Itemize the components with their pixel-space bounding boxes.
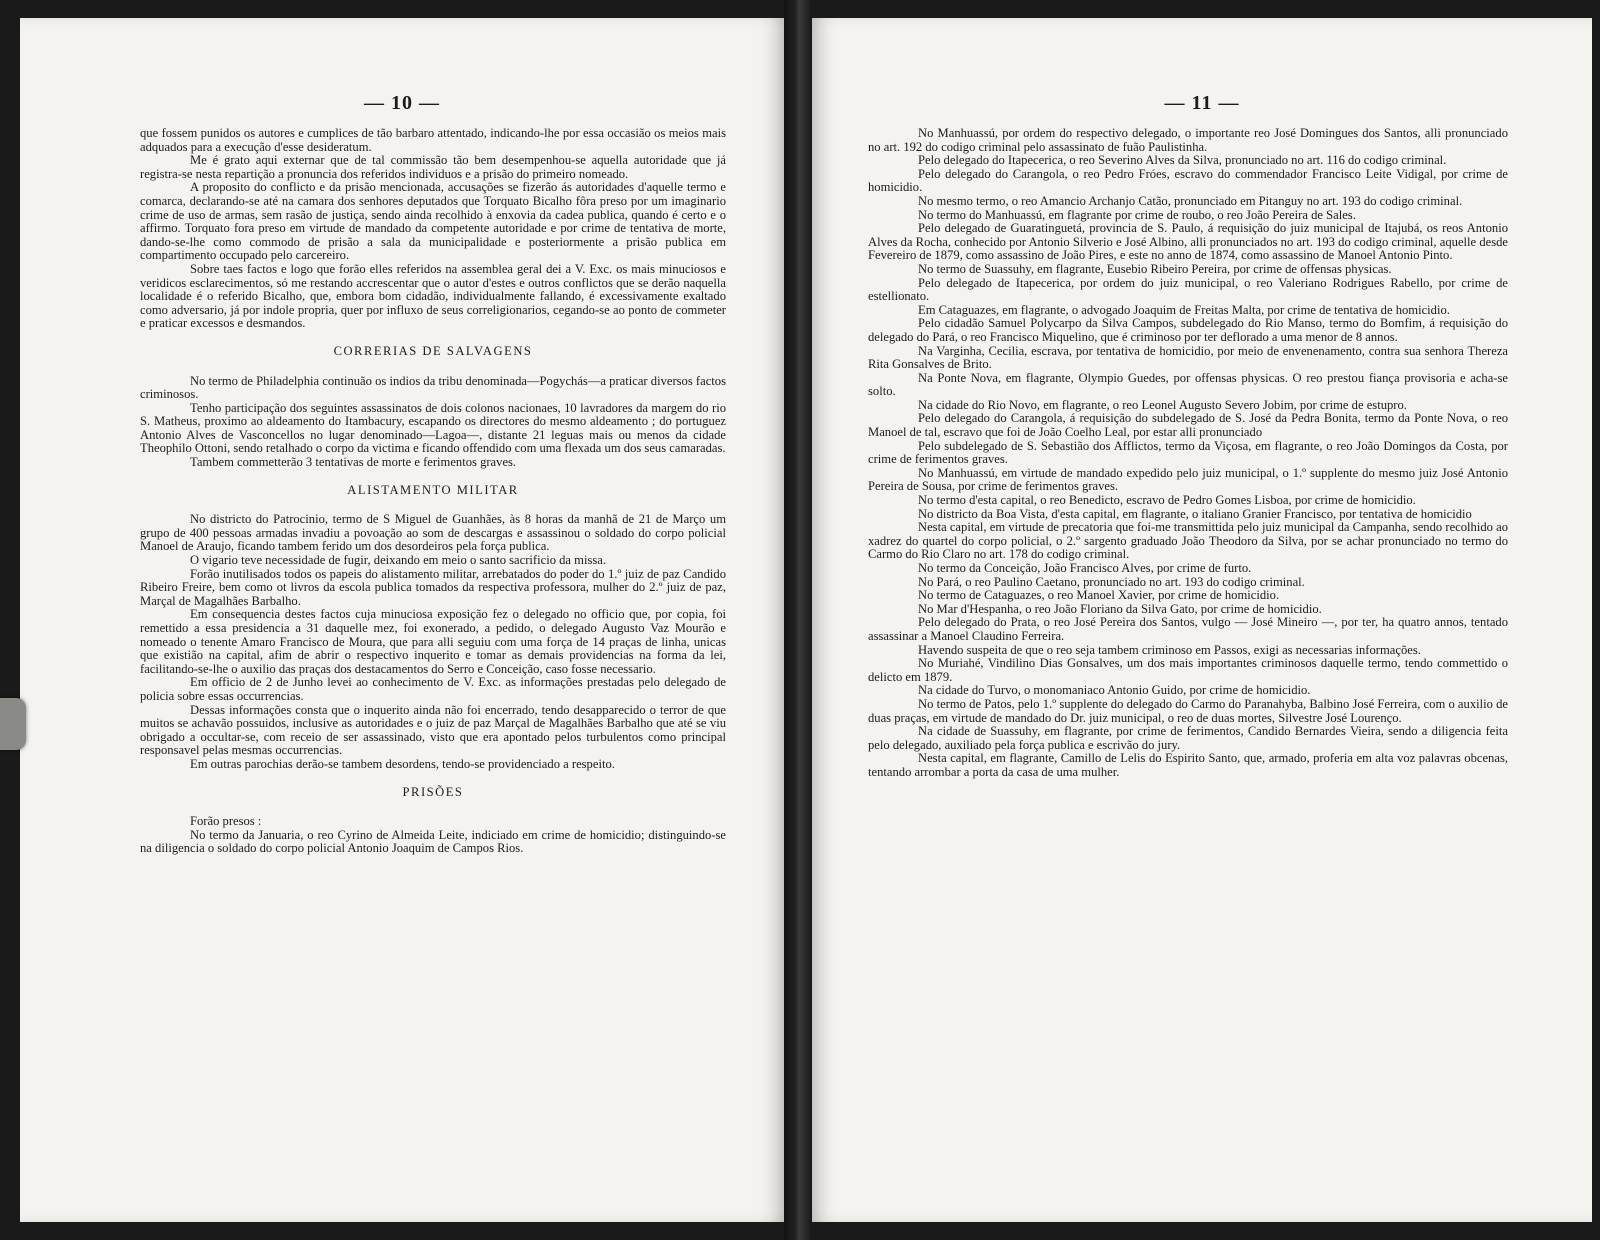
paragraph: Na Ponte Nova, em flagrante, Olympio Guedes, por offensas physicas. O reo prestou fiança provisoria e acha-se solto. bbox=[868, 370, 1508, 399]
paragraph: Forão presos : bbox=[190, 814, 262, 829]
paragraph: No termo da Conceição, João Francisco Alves, por crime de furto. bbox=[918, 561, 1252, 575]
paragraph: Pelo delegado do Carangola, o reo Pedro Fróes, escravo do commendador Francisco Leite Vidigal, por crime de homicidio. bbox=[868, 166, 1508, 195]
paragraph: No termo de Philadelphia continuão os indios da tribu denominada—Pogychás—a praticar diversos factos criminosos. bbox=[140, 373, 726, 402]
paragraph: Na cidade de Suassuhy, em flagrante, por crime de ferimentos, Candido Bernardes Vieira, sendo a diligencia feita pelo delegado, auxiliado pela força publica e escrivão do jury. bbox=[868, 724, 1508, 752]
paragraph: Na Varginha, Cecilia, escrava, por tentativa de homicidio, por meio de envenenamento, contra sua senhora Thereza Rita Gonsalves de Brito. bbox=[868, 343, 1508, 372]
paragraph: No Pará, o reo Paulino Caetano, pronunciado no art. 193 do codigo criminal. bbox=[918, 574, 1305, 589]
paragraph: Nesta capital, em virtude de precatoria que foi-me transmittida pelo juiz municipal da Campanha, sendo recolhido ao xadrez do quartel do corpo policial, o 2.º sargento graduado João Theodoro da Silva, por se achar pronunciado no termo do Carmo do Rio Claro no art. 178 do codigo criminal. bbox=[868, 520, 1508, 562]
page-number: — 11 — bbox=[1164, 92, 1240, 114]
book-gutter bbox=[784, 0, 812, 1240]
paragraph: O vigario teve necessidade de fugir, deixando em meio o santo sacrificio da missa. bbox=[190, 553, 607, 568]
paragraph: No mesmo termo, o reo Amancio Archanjo Catão, pronunciado em Pitanguy no art. 193 do codigo criminal. bbox=[918, 193, 1463, 208]
paragraph: Em consequencia destes factos cuja minuciosa exposição fez o delegado no officio que, por copia, foi remettido a essa presidencia a 31 daquelle mez, foi exonerado, a pedido, o delegado Augusto Vaz Mourão e nomeado o tenente Amaro Francisco de Moura, que para alli seguiu com uma força de 14 praças de linha, unicas que existião na capital, afim de abrir o respectivo inquerito e tomar as demais providencias na forma da lei, facilitando-se-lhe o auxilio das praças dos destacamentos do Serro e Conceição, caso fosse necessario. bbox=[140, 607, 726, 676]
paragraph: No districto da Boa Vista, d'esta capital, em flagrante, o italiano Granier Francisco, por tentativa de homicidio bbox=[918, 506, 1472, 521]
paragraph: Forão inutilisados todos os papeis do alistamento militar, arrebatados do poder do 1.º juiz de paz Candido Ribeiro Freire, bem como ot livros da escola publica tomados da respectiva professora, mulher do 2.º juiz de paz, Marçal de Magalhães Barbalho. bbox=[140, 566, 726, 608]
section-heading: CORRERIAS DE SALVAGENS bbox=[333, 343, 533, 358]
paragraph: Pelo delegado do Carangola, á requisição do subdelegado de S. José da Pedra Bonita, termo da Ponte Nova, o reo Manoel de tal, escravo que foi de João Coelho Leal, por estar alli pronunciado bbox=[868, 411, 1508, 440]
paragraph: Tambem commetterão 3 tentativas de morte e ferimentos graves. bbox=[190, 455, 517, 470]
section-heading: ALISTAMENTO MILITAR bbox=[347, 482, 519, 497]
paragraph: No termo de Patos, pelo 1.º supplente do delegado do Carmo do Paranahyba, Balbino José Ferreira, com o auxilio de duas praças, em virtude de mandado do Dr. juiz municipal, o reo de duas mortes, Silvestre José Lourenço. bbox=[868, 696, 1508, 725]
page-tab-marker bbox=[0, 698, 26, 750]
page-number: — 10 — bbox=[364, 92, 440, 114]
section-heading: PRISÕES bbox=[402, 784, 464, 799]
paragraph: Pelo cidadão Samuel Polycarpo da Silva Campos, subdelegado do Rio Manso, termo do Bomfim, á requisição do delegado do Pará, o reo Francisco Miquelino, que é criminoso por ter deflorado a uma menor de 8 annos. bbox=[868, 316, 1508, 344]
paragraph: No termo d'esta capital, o reo Benedicto, escravo de Pedro Gomes Lisboa, por crime de homicidio. bbox=[918, 493, 1416, 508]
paragraph: No termo da Januaria, o reo Cyrino de Almeida Leite, indiciado em crime de homicidio; distinguindo-se na diligencia o soldado do corpo policial Antonio Joaquim de Campos Rios. bbox=[140, 827, 726, 856]
paragraph: Pelo delegado de Guaratinguetá, provincia de S. Paulo, á requisição do juiz municipal de Itajubá, os reos Antonio Alves da Rocha, conhecido por Antonio Silverio e José Albino, alli pronunciados no art. 193 do codigo criminal, aquelle desde Fevereiro de 1879, como assassino de João Pires, e este no anno de 1874, como assassino de Manoel Antonio Pinto. bbox=[868, 221, 1508, 263]
paragraph: Na cidade do Turvo, o monomaniaco Antonio Guido, por crime de homicidio. bbox=[918, 683, 1311, 698]
paragraph: Pelo subdelegado de S. Sebastião dos Afflictos, termo da Viçosa, em flagrante, o reo João Domingos da Costa, por crime de ferimentos graves. bbox=[868, 438, 1508, 467]
paragraph: No termo de Cataguazes, o reo Manoel Xavier, por crime de homicidio. bbox=[918, 588, 1280, 603]
paragraph: Pelo delegado do Itapecerica, o reo Severino Alves da Silva, pronunciado no art. 116 do codigo criminal. bbox=[918, 153, 1447, 168]
paragraph: Havendo suspeita de que o reo seja tambem criminoso em Passos, exigi as necessarias informações. bbox=[918, 642, 1421, 657]
paragraph: Sobre taes factos e logo que forão elles referidos na assemblea geral dei a V. Exc. os mais minuciosos e veridicos esclarecimentos, só me restando accrescentar que o autor d'estes e outros conflictos que se derão naquella localidade é o referido Bicalho, que, embora bom cidadão, individualmente fallando, é excessivamente exaltado como adversario, já por indole propria, quer por influxo de seus correligionarios, cegando-se ao ponto de commeter e praticar excessos e desmandos. bbox=[140, 261, 726, 331]
paragraph: No termo de Suassuhy, em flagrante, Eusebio Ribeiro Pereira, por crime de offensas physicas. bbox=[918, 261, 1392, 276]
paragraph: Pelo delegado de Itapecerica, por ordem do juiz municipal, o reo Valeriano Rodrigues Rabello, por crime de estellionato. bbox=[868, 275, 1508, 304]
left-page bbox=[20, 18, 784, 1222]
paragraph: Em Cataguazes, em flagrante, o advogado Joaquim de Freitas Malta, por crime de tentativa de homicidio. bbox=[918, 302, 1450, 317]
paragraph: A proposito do conflicto e da prisão mencionada, accusações se fizerão ás autoridades d'aquelle termo e comarca, declarando-se até na camara dos senhores deputados que Torquato Bicalho fôra preso por um imaginario crime de uso de armas, sem rasão de justiça, sendo ainda recolhido à enxovia da cadea publica, quando é certo e o affirmo. Torquato fora preso em virtude de mandado da competente autoridade e por crime de tentativa de morte, dando-se-lhe como commodo de prisão a sala da municipalidade e posteriormente a prisão publica em compartimento occupado pelo carcereiro. bbox=[140, 180, 726, 263]
page-body bbox=[812, 127, 1592, 780]
paragraph: No Manhuassú, em virtude de mandado expedido pelo juiz municipal, o 1.º supplente do mesmo juiz José Antonio Pereira de Sousa, por crime de ferimentos graves. bbox=[868, 465, 1508, 494]
paragraph: Dessas informações consta que o inquerito ainda não foi encerrado, tendo desapparecido o terror de que muitos se achavão possuidos, inclusive as autoridades e o juiz de paz Marçal de Magalhães Barbalho que até se viu obrigado a occultar-se, com receio de ser assassinado, visto que era apontado pelos turbulentos como principal responsavel pelas mesmas occurrencias. bbox=[140, 702, 726, 758]
paragraph: No Manhuassú, por ordem do respectivo delegado, o importante reo José Domingues dos Santos, alli pronunciado no art. 192 do codigo criminal pelo assassinato de fuão Paulistinha. bbox=[868, 126, 1508, 154]
right-page bbox=[812, 18, 1592, 1222]
paragraph: Tenho participação dos seguintes assassinatos de dois colonos nacionaes, 10 lavradores da margem do rio S. Matheus, proximo ao aldeamento do Itambacury, escapando os directores do mesmo aldeamento ; do portuguez Antonio Alves de Vasconcellos no lugar denominado—Lagoa—, distante 21 leguas mais ou menos da cidade Theophilo Ottoni, sendo retalhado o corpo da victima e ficando offendido com uma flexada um dos seus camaradas. bbox=[140, 400, 726, 456]
paragraph: Em officio de 2 de Junho levei ao conhecimento de V. Exc. as informações prestadas pelo delegado de policia sobre essas occurrencias. bbox=[140, 675, 726, 703]
paragraph: No districto do Patrocinio, termo de S Miguel de Guanhães, às 8 horas da manhã de 21 de Março um grupo de 400 pessoas armadas invadiu a povoação ao som de descargas e assassinou o soldado do corpo policial Manoel de Araujo, ficando tambem ferido um dos desordeiros pela força publica. bbox=[140, 512, 726, 554]
paragraph: No Mar d'Hespanha, o reo João Floriano da Silva Gato, por crime de homicidio. bbox=[918, 601, 1322, 616]
paragraph: Me é grato aqui externar que de tal commissão tão bem desempenhou-se aquella autoridade que já registra-se nesta repartição a pronuncia dos referidos individuos e a prisão do primeiro nomeado. bbox=[140, 153, 726, 181]
paragraph: No Muriahé, Vindilino Dias Gonsalves, um dos mais importantes criminosos daquelle termo, tendo commettido o delicto em 1879. bbox=[868, 656, 1508, 684]
paragraph: Nesta capital, em flagrante, Camillo de Lelis do Espirito Santo, que, armado, proferia em alta voz palavras obcenas, tentando arrombar a porta da casa de uma mulher. bbox=[868, 751, 1508, 779]
paragraph: Em outras parochias derão-se tambem desordens, tendo-se providenciado a respeito. bbox=[190, 756, 615, 771]
paragraph: Na cidade do Rio Novo, em flagrante, o reo Leonel Augusto Severo Jobim, por crime de estupro. bbox=[918, 397, 1407, 412]
page-body bbox=[20, 127, 784, 856]
paragraph: que fossem punidos os autores e cumplices de tão barbaro attentado, indicando-lhe por essa occasião os meios mais adquados para a execução d'esse desideratum. bbox=[140, 126, 726, 154]
paragraph: No termo do Manhuassú, em flagrante por crime de roubo, o reo João Pereira de Sales. bbox=[918, 207, 1356, 222]
paragraph: Pelo delegado do Prata, o reo José Pereira dos Santos, vulgo — José Mineiro —, por ter, ha quatro annos, tentado assassinar a Manoel Claudino Ferreira. bbox=[868, 615, 1508, 643]
